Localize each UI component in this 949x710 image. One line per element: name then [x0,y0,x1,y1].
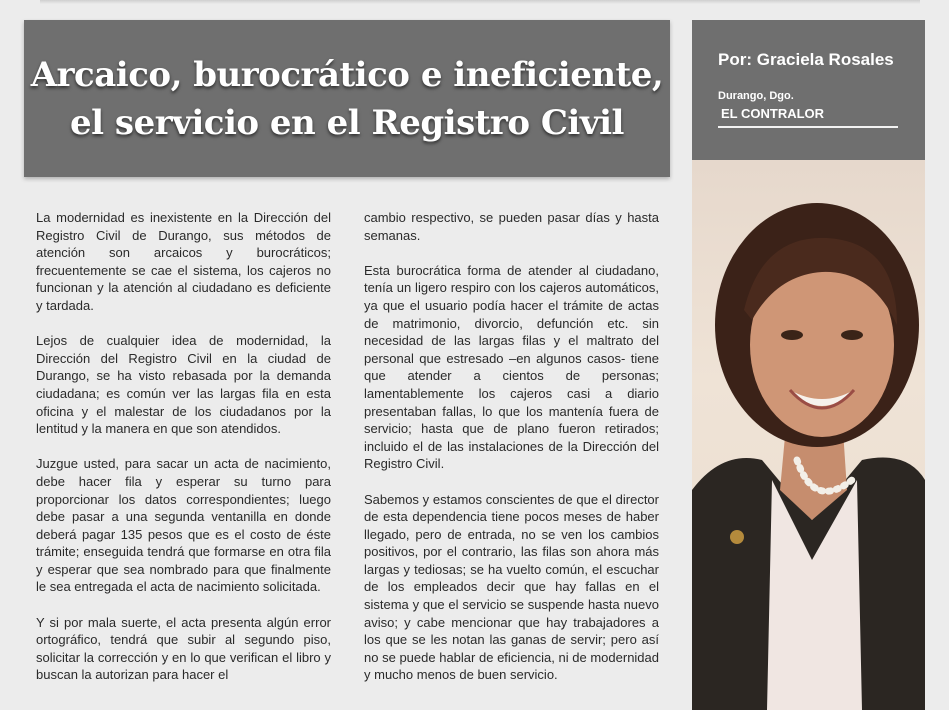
article-column-1 [36,209,331,702]
headline-line-2: el servicio en el Registro Civil [70,102,624,143]
article-column-2 [364,209,659,702]
headline-banner [24,20,670,177]
top-divider [40,0,920,4]
paragraph: La modernidad es inexistente en la Dirección del Registro Civil de Durango, sus métodos de atención son arcaicos y burocráticos; frecuentemente se cae el sistema, los cajeros no funcionan y la atención al ciudadano es deficiente y tardada. [36,210,331,313]
byline-rule [718,126,898,128]
dateline-place: Durango, Dgo. [718,90,794,102]
paragraph: Sabemos y estamos conscientes de que el director de esta dependencia tiene pocos meses de haber llegado, pero de entrada, no se ven los cambios positivos, por el contrario, las filas son ahora más largas y tediosas; se ha vuelto común, el escuchar de los empleados decir que hay fallas en el sistema y que el servicio se suspende hasta nuevo aviso; y cabe mencionar que hay trabajadores a los que se les notan las ganas de servir; pero así no se puede hablar de eficiencia, ni de modernidad y mucho menos de buen servicio. [364,491,659,683]
paragraph: Y si por mala suerte, el acta presenta algún error ortográfico, tendrá que subir al segundo piso, solicitar la corrección y en lo que verifican el libro y buscan la autorizan para hacer el [36,614,331,683]
paragraph: Juzgue usted, para sacar un acta de nacimiento, debe hacer fila y esperar su turno para proporcionar los datos correspondientes; luego debe pasar a una segunda ventanilla en donde deberá pagar 135 pesos que es el costo de éste trámite; enseguida tendrá que formarse en otra fila y esperar que sea nombrado para que finalmente le sea entregada el acta de nacimiento solicitada. [36,456,331,595]
publication-name: EL CONTRALOR [721,106,825,121]
headline-line-1: Arcaico, burocrático e ineficiente, [30,54,664,95]
author-name: Por: Graciela Rosales [718,50,894,69]
paragraph: cambio respectivo, se pueden pasar días y hasta semanas. [364,210,659,243]
paragraph: Lejos de cualquier idea de modernidad, la Dirección del Registro Civil en la ciudad de Durango, se ha visto rebasada por la demanda ciudadana; es común ver las largas fila en esta oficina y el malestar de los ciudadanos por la lentitud y la manera en que son atendidos. [36,333,331,437]
article-headline [31,51,663,147]
author-portrait-illustration [692,160,925,710]
author-photo [692,160,925,710]
paragraph: Esta burocrática forma de atender al ciudadano, tenía un ligero respiro con los cajeros automáticos, ya que el usuario podía hacer el trámite de actas de matrimonio, divorcio, defunción etc. sin necesidad de las largas filas y el maltrato del personal que estresado –en algunos casos- tiene que atender a cientos de personas; lamentablemente los cajeros casi a diario presentaban fallas, lo que los mantenía fuera de servicio; hasta que de plano fueron retirados; incluido el de las instalaciones de la Dirección del Registro Civil. [364,262,659,472]
byline-panel [692,20,925,160]
